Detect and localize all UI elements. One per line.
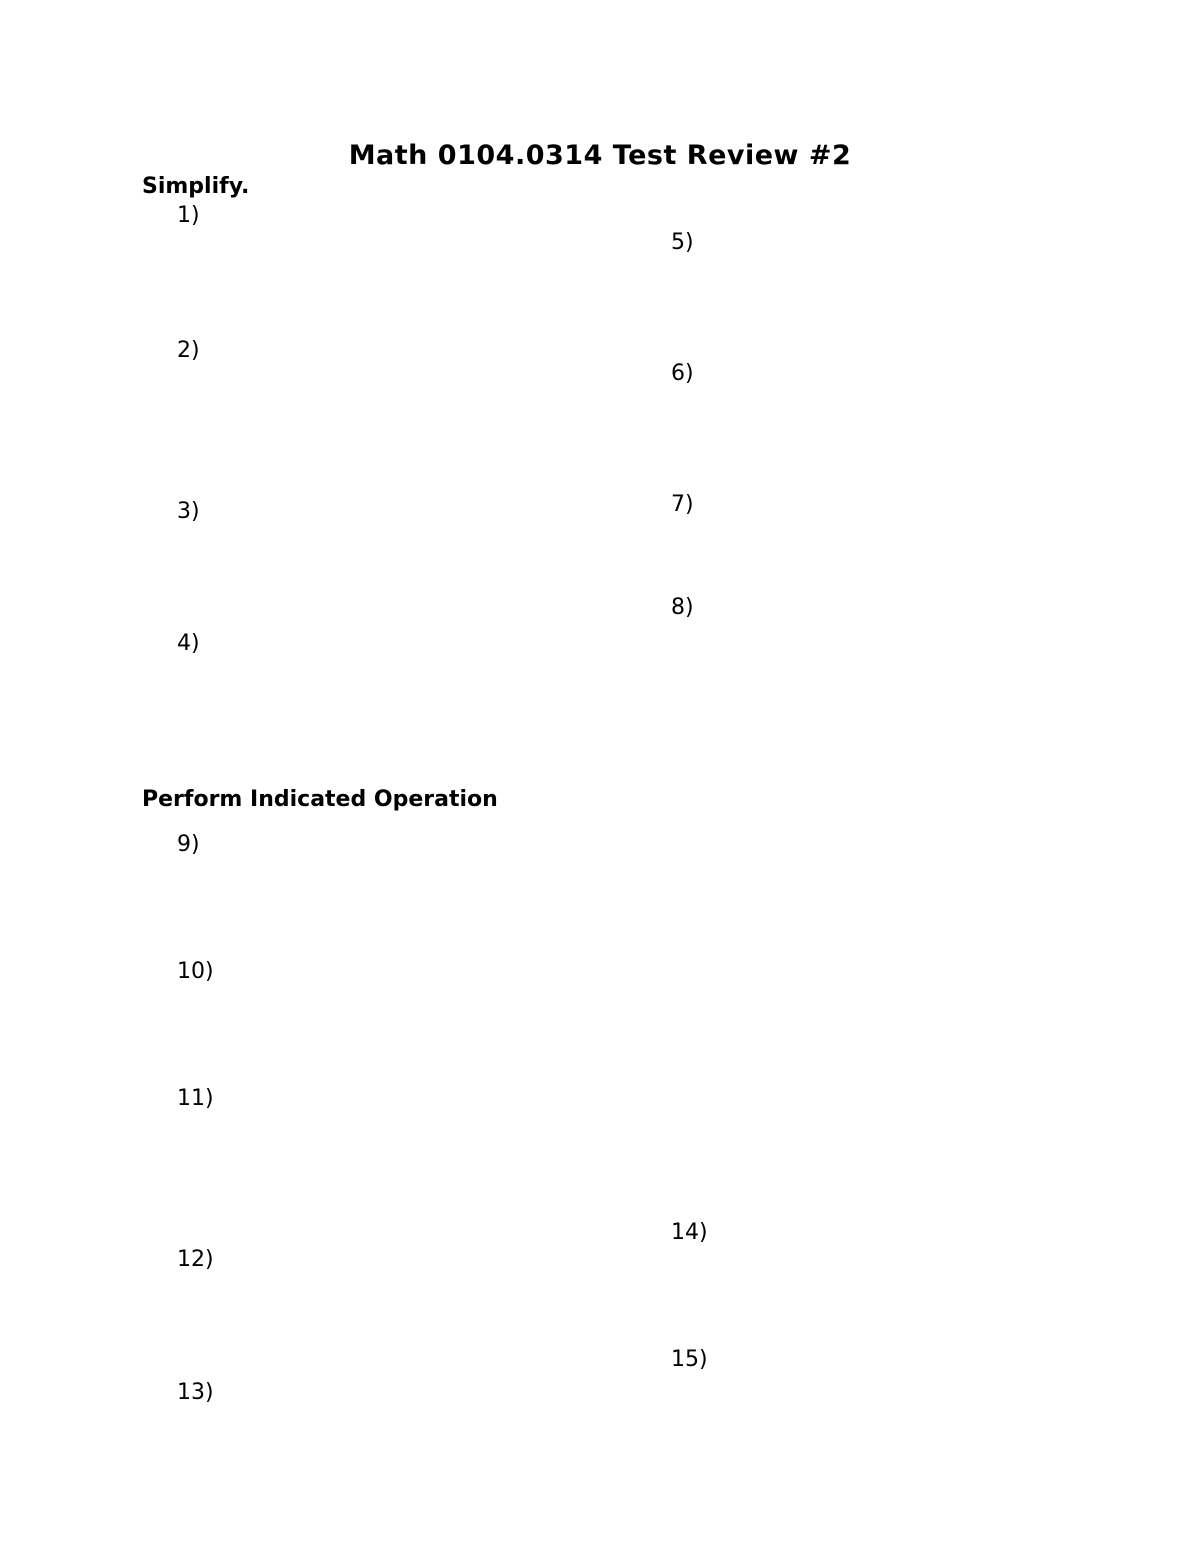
problem-number-10: 10) (177, 959, 214, 984)
section-heading-perform-operation: Perform Indicated Operation (142, 787, 498, 812)
page-title: Math 0104.0314 Test Review #2 (348, 140, 852, 171)
problem-number-12: 12) (177, 1247, 214, 1272)
problem-number-8: 8) (671, 595, 694, 620)
problem-number-2: 2) (177, 338, 200, 363)
problem-number-15: 15) (671, 1347, 708, 1372)
problem-number-13: 13) (177, 1380, 214, 1405)
problem-number-4: 4) (177, 631, 200, 656)
problem-number-7: 7) (671, 492, 694, 517)
section-heading-simplify: Simplify. (142, 174, 250, 199)
problem-number-1: 1) (177, 203, 200, 228)
problem-number-5: 5) (671, 230, 694, 255)
problem-number-9: 9) (177, 832, 200, 857)
problem-number-6: 6) (671, 361, 694, 386)
problem-number-14: 14) (671, 1220, 708, 1245)
problem-number-11: 11) (177, 1086, 214, 1111)
problem-number-3: 3) (177, 499, 200, 524)
